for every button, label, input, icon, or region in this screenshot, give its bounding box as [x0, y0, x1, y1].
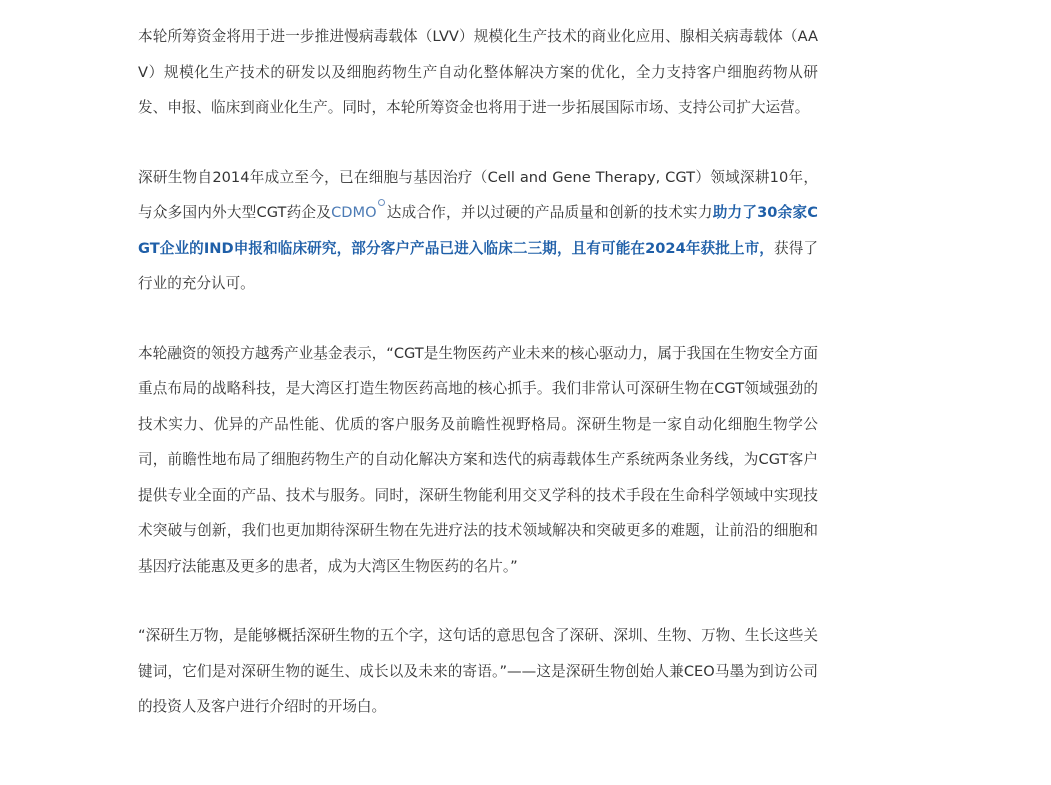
paragraph-text: “深研生万物，是能够概括深研生物的五个字，这句话的意思包含了深研、深圳、生物、万物、生长这些关键词，它们是对深研生物的诞生、成长以及未来的寄语。”——这是深研生物创始人兼CEO马墨为到访公司的投资人及客户进行介绍时的开场白。 [138, 627, 818, 715]
cdmo-link-text: CDMO [331, 204, 377, 221]
paragraph-text: 达成合作，并以过硬的产品质量和创新的技术实力 [386, 204, 713, 221]
paragraph-founder-quote [138, 618, 818, 725]
paragraph-funding-use [138, 19, 818, 126]
search-link-icon [378, 199, 385, 206]
paragraph-text: 本轮融资的领投方越秀产业基金表示，“CGT是生物医药产业未来的核心驱动力，属于我国在生物安全方面重点布局的战略科技，是大湾区打造生物医药高地的核心抓手。我们非常认可深研生物在CGT领域强劲的技术实力、优异的产品性能、优质的客户服务及前瞻性视野格局。深研生物是一家自动化细胞生物学公司，前瞻性地布局了细胞药物生产的自动化解决方案和迭代的病毒载体生产系统两条业务线，为CGT客户提供专业全面的产品、技术与服务。同时，深研生物能利用交叉学科的技术手段在生命科学领域中实现技术突破与创新，我们也更加期待深研生物在先进疗法的技术领域解决和突破更多的难题，让前沿的细胞和基因疗法能惠及更多的患者，成为大湾区生物医药的名片。” [138, 344, 818, 575]
paragraph-company-intro [138, 160, 818, 302]
paragraph-text: 获得了行业的充分认可。 [138, 239, 818, 292]
paragraph-investor-quote [138, 336, 818, 585]
paragraph-text: 本轮所筹资金将用于进一步推进慢病毒载体（LVV）规模化生产技术的商业化应用、腺相关病毒载体（AAV）规模化生产技术的研发以及细胞药物生产自动化整体解决方案的优化，全力支持客户细胞药物从研发、申报、临床到商业化生产。同时，本轮所筹资金也将用于进一步拓展国际市场、支持公司扩大运营。 [138, 28, 818, 116]
highlighted-text: 助力了30余家CGT企业的IND申报和临床研究，部分客户产品已进入临床二三期，且有可能在2024年获批上市， [138, 204, 818, 257]
cdmo-link[interactable] [331, 204, 387, 221]
article-body [138, 19, 818, 759]
paragraph-text: 深研生物自2014年成立至今，已在细胞与基因治疗（Cell and Gene Therapy, CGT）领域深耕10年，与众多国内外大型CGT药企及 [138, 168, 818, 221]
